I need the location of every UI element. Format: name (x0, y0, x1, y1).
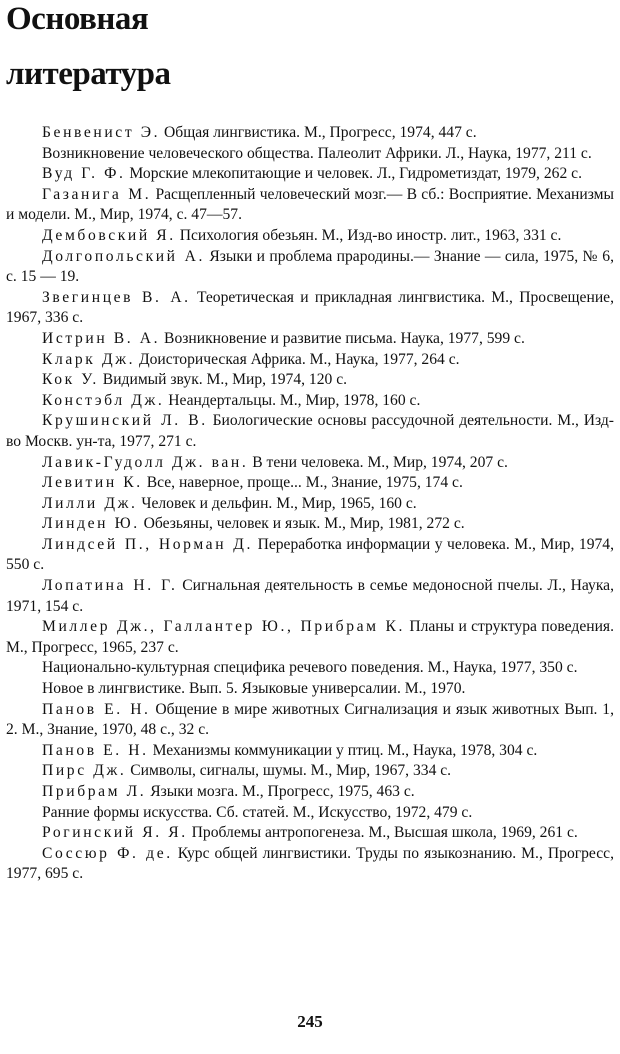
bibliography-entry (6, 514, 614, 535)
entry-text: В тени человека. М., Мир, 1974, 207 с. (248, 453, 508, 471)
entry-author: Вуд Г. Ф. (42, 165, 126, 183)
section-title-line-1: Основная (6, 1, 149, 37)
entry-text: Биологические основы рассудочной деятельности. М., Изд-во Москв. ун-та, 1977, 271 с. (6, 412, 614, 450)
bibliography-entry (6, 617, 614, 658)
entry-author: Истрин В. А. (42, 329, 161, 347)
entry-author: Левитин К. (42, 474, 143, 492)
bibliography-entry (6, 185, 614, 226)
bibliography-entry (6, 576, 614, 617)
entry-text: Теоретическая и прикладная лингвистика. М., Просвещение, 1967, 336 с. (6, 288, 614, 327)
entry-text: Возникновение человеческого общества. Палеолит Африки. Л., Наука, 1977, 211 с. (42, 144, 592, 162)
entry-author: Кок У. (42, 371, 99, 389)
entry-text: Общение в мире животных Сигнализация и язык животных Вып. 1, 2. М., Знание, 1970, 48 с., 32 с. (6, 700, 614, 739)
entry-author: Крушинский Л. В. (42, 412, 208, 430)
entry-text: Психология обезьян. М., Изд-во иностр. лит., 1963, 331 с. (175, 226, 562, 244)
bibliography-entry (6, 391, 614, 412)
bibliography-entry (6, 803, 614, 824)
entry-text: Механизмы коммуникации у птиц. М., Наука, 1978, 304 с. (148, 741, 538, 759)
bibliography-entry (6, 658, 614, 679)
entry-text: Символы, сигналы, шумы. М., Мир, 1967, 334 с. (126, 762, 452, 780)
bibliography-entry (6, 473, 614, 494)
bibliography-entry (6, 823, 614, 844)
bibliography-entry (6, 144, 614, 165)
bibliography-entry (6, 700, 614, 741)
entry-author: Кларк Дж. (42, 350, 136, 368)
entry-text: Проблемы антропогенеза. М., Высшая школа, 1969, 261 с. (187, 824, 578, 842)
entry-author: Констэбл Дж. (42, 391, 165, 409)
entry-text: Все, наверное, проще... М., Знание, 1975, 174 с. (142, 474, 463, 492)
bibliography-entry (6, 350, 614, 371)
bibliography-entry (6, 453, 614, 474)
bibliography-entry (6, 247, 614, 288)
entry-author: Линдсей П., Норман Д. (42, 535, 254, 553)
entry-author: Лавик-Гудолл Дж. ван. (42, 453, 249, 471)
bibliography-entry (6, 164, 614, 185)
entry-author: Пирс Дж. (42, 762, 127, 780)
entry-text: Национально-культурная специфика речевого поведения. М., Наука, 1977, 350 с. (42, 659, 578, 677)
entry-text: Обезьяны, человек и язык. М., Мир, 1981, 272 с. (139, 515, 465, 533)
entry-author: Долгопольский А. (42, 247, 205, 265)
entry-author: Газанига М. (42, 185, 152, 203)
bibliography-entry (6, 679, 614, 700)
bibliography-entry (6, 123, 614, 144)
entry-text: Возникновение и развитие письма. Наука, 1977, 599 с. (160, 329, 525, 347)
bibliography-list (6, 123, 614, 885)
entry-text: Доисторическая Африка. М., Наука, 1977, 264 с. (135, 350, 460, 368)
entry-author: Линден Ю. (42, 515, 140, 533)
entry-author: Лилли Дж. (42, 494, 138, 512)
entry-text: Планы и структура поведения. М., Прогресс, 1965, 237 с. (6, 618, 614, 656)
entry-text: Сигнальная деятельность в семье медоносной пчелы. Л., Наука, 1971, 154 с. (6, 577, 614, 615)
bibliography-entry (6, 741, 614, 762)
section-title-line-2: литература (6, 56, 171, 92)
bibliography-entry (6, 761, 614, 782)
entry-author: Рогинский Я. Я. (42, 824, 188, 842)
bibliography-entry (6, 535, 614, 576)
entry-text: Переработка информации у человека. М., Мир, 1974, 550 с. (6, 535, 614, 574)
entry-author: Миллер Дж., Галлантер Ю., Прибрам К. (42, 618, 406, 636)
bibliography-entry (6, 411, 614, 452)
entry-author: Панов Е. Н. (42, 741, 149, 759)
entry-text: Видимый звук. М., Мир, 1974, 120 с. (98, 371, 348, 389)
entry-author: Панов Е. Н. (42, 700, 151, 718)
entry-author: Звегинцев В. А. (42, 288, 191, 306)
bibliography-entry (6, 844, 614, 885)
bibliography-entry (6, 288, 614, 329)
entry-text: Общая лингвистика. М., Прогресс, 1974, 447 с. (160, 124, 477, 141)
page-number: 245 (297, 1012, 323, 1031)
entry-text: Ранние формы искусства. Сб. статей. М., Искусство, 1972, 479 с. (42, 803, 473, 821)
entry-text: Морские млекопитающие и человек. Л., Гидрометиздат, 1979, 262 с. (125, 165, 582, 183)
entry-author: Лопатина Н. Г. (42, 577, 178, 595)
bibliography-entry (6, 494, 614, 515)
entry-author: Прибрам Л. (42, 783, 147, 800)
bibliography-entry (6, 370, 614, 391)
entry-text: Человек и дельфин. М., Мир, 1965, 160 с. (137, 494, 417, 512)
bibliography-entry (6, 226, 614, 247)
entry-text: Неандертальцы. М., Мир, 1978, 160 с. (164, 391, 421, 409)
entry-text: Курс общей лингвистики. Труды по языкознанию. М., Прогресс, 1977, 695 с. (6, 844, 614, 883)
entry-author: Дембовский Я. (42, 226, 176, 244)
bibliography-entry (6, 329, 614, 350)
entry-text: Новое в лингвистике. Вып. 5. Языковые универсалии. М., 1970. (42, 680, 466, 698)
entry-text: Расщепленный человеческий мозг.— В сб.: Восприятие. Механизмы и модели. М., Мир, 1974, с. 47—57. (6, 185, 614, 224)
bibliography-entry (6, 782, 614, 803)
entry-text: Языки мозга. М., Прогресс, 1975, 463 с. (146, 783, 415, 800)
entry-text: Языки и проблема прародины.— Знание — сила, 1975, № 6, с. 15 — 19. (6, 247, 614, 286)
entry-author: Бенвенист Э. (42, 124, 161, 141)
entry-author: Соссюр Ф. де. (42, 844, 173, 862)
